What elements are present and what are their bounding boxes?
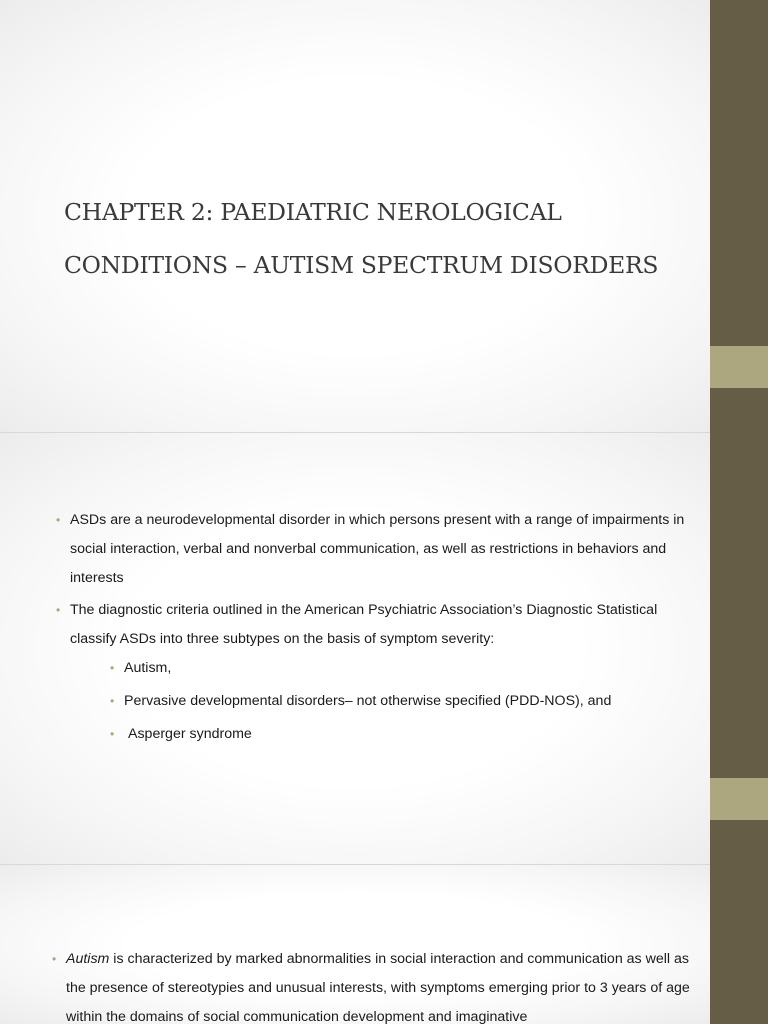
bullet-text: is characterized by marked abnormalities in social interaction and communication as well as the presence of stereotypies and unusual interests, with symptoms emerging prior to 3 years of age within the domains of social communication development and imaginative	[66, 951, 690, 1024]
list-item	[56, 506, 690, 593]
bullet-icon: •	[56, 603, 61, 617]
autism-term: Autism	[66, 951, 110, 967]
bullet-text: Pervasive developmental disorders– not otherwise specified (PDD-NOS), and	[124, 693, 612, 709]
title-line-2: CONDITIONS – AUTISM SPECTRUM DISORDERS	[64, 251, 659, 279]
bullet-text: ASDs are a neurodevelopmental disorder in which persons present with a range of impairments in social interaction, verbal and nonverbal communication, as well as restrictions in behaviors and interests	[70, 512, 685, 586]
title-line-1: CHAPTER 2: PAEDIATRIC NEROLOGICAL	[64, 198, 562, 226]
list-item	[110, 720, 690, 749]
bullet-text: Asperger syndrome	[128, 726, 252, 742]
bullet-icon: •	[110, 727, 115, 741]
list-item	[56, 596, 690, 749]
list-item	[110, 654, 690, 683]
title-slide	[0, 0, 710, 432]
side-accent	[710, 346, 768, 388]
bullet-text: Autism,	[124, 660, 172, 676]
side-bar	[710, 0, 768, 1024]
bullet-text: The diagnostic criteria outlined in the American Psychiatric Association’s Diagnostic Statistical classify ASDs into three subtypes on the basis of symptom severity:	[70, 602, 658, 647]
bullet-icon: •	[110, 661, 115, 675]
bullet-icon: •	[56, 513, 61, 527]
overview-bullet-list	[56, 506, 690, 753]
list-item	[110, 687, 690, 716]
subtype-list	[70, 654, 690, 749]
list-item	[52, 945, 692, 1024]
bullet-icon: •	[110, 694, 115, 708]
slide-title	[64, 186, 694, 292]
autism-bullet-list	[52, 945, 692, 1024]
bullet-icon: •	[52, 952, 57, 966]
side-accent	[710, 778, 768, 820]
